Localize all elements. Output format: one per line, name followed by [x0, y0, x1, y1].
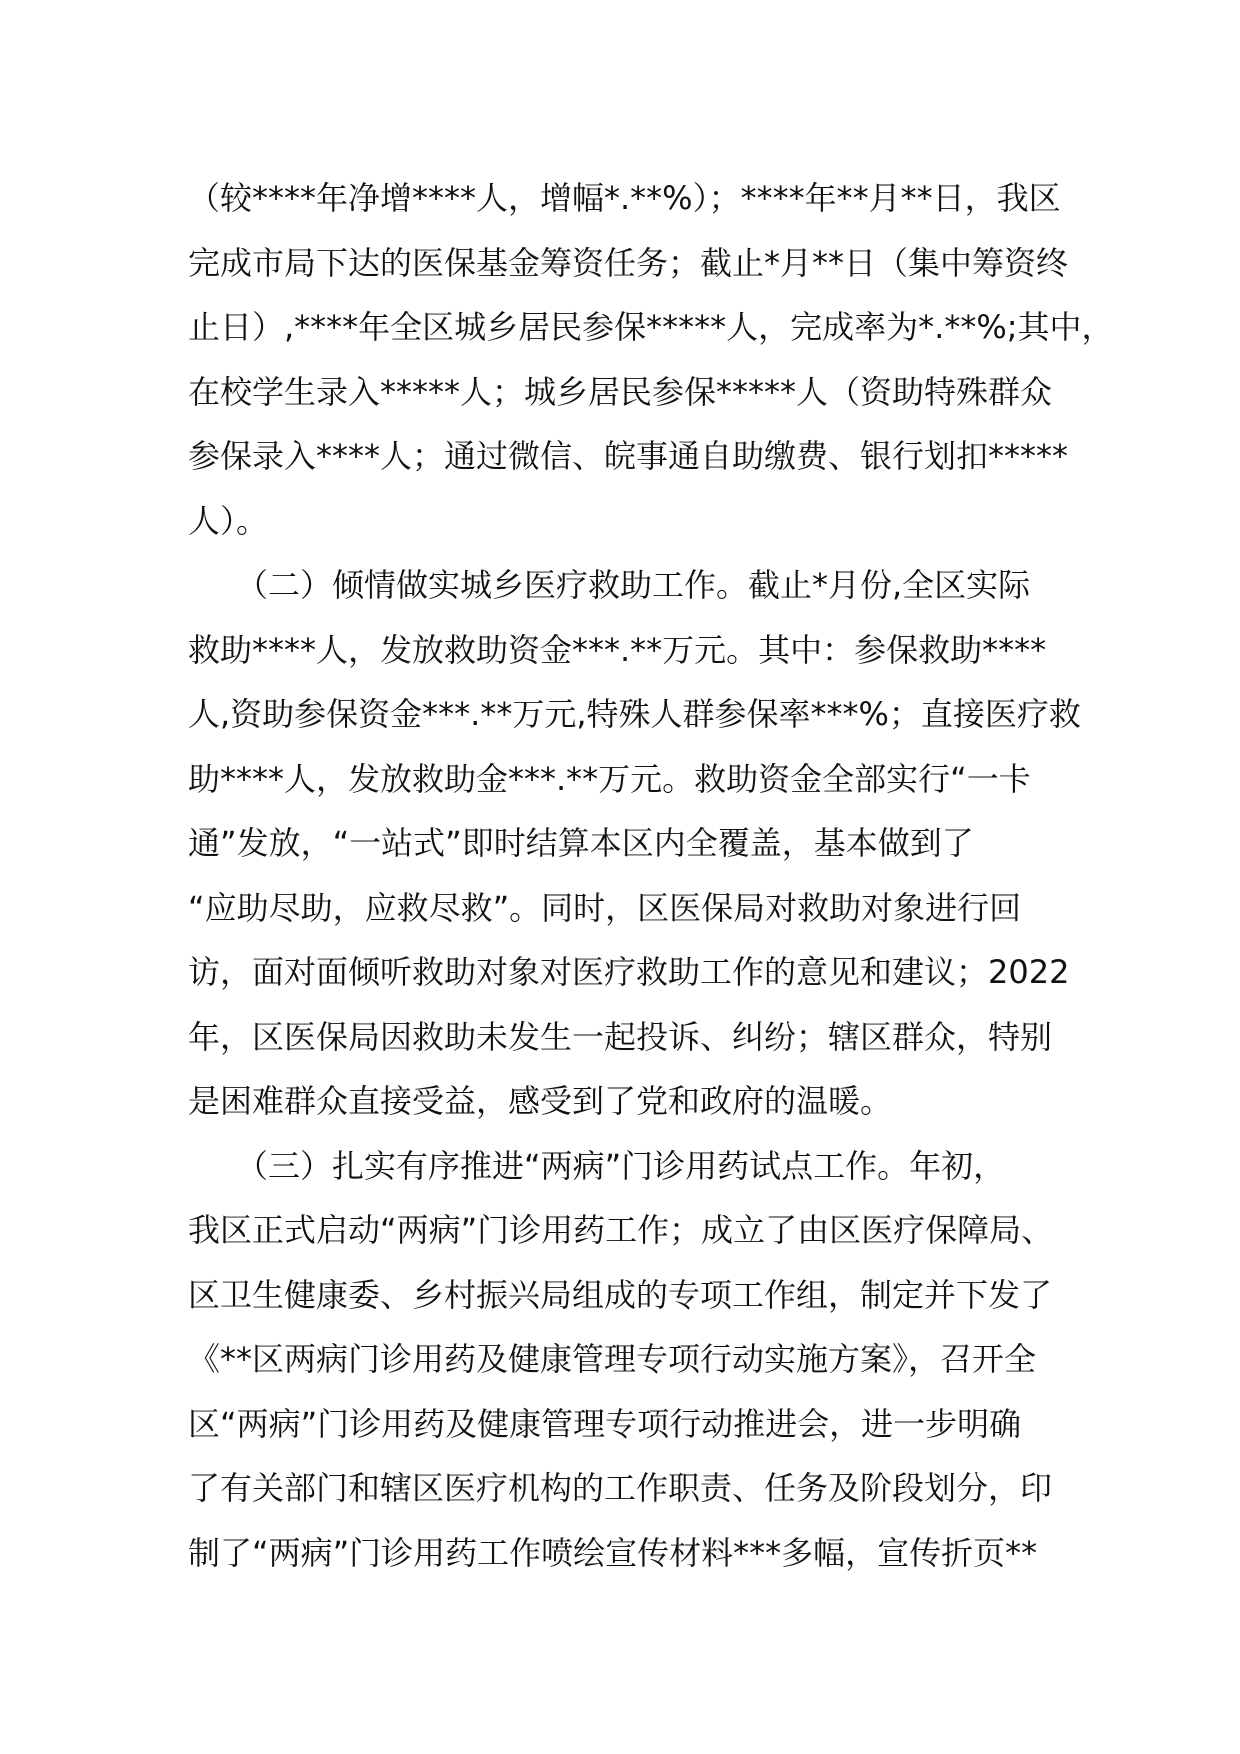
text-line-8: 救助****人，发放救助资金***.**万元。其中：参保救助**** [188, 630, 1047, 669]
text-line-10: 助****人，发放救助金***.**万元。救助资金全部实行“一卡 [188, 759, 1031, 798]
text-line-2: 完成市局下达的医保基金筹资任务；截止*月**日（集中筹资终 [188, 243, 1069, 282]
text-line-16: （三）扎实有序推进“两病”门诊用药试点工作。年初， [188, 1146, 1006, 1185]
text-line-11: 通”发放，“一站式”即时结算本区内全覆盖，基本做到了 [188, 824, 974, 862]
text-line-1: （较****年净增****人，增幅*.**%）；****年**月**日，我区 [188, 179, 1061, 217]
text-line-15: 是困难群众直接受益，感受到了党和政府的温暖。 [188, 1082, 893, 1120]
text-line-9: 人,资助参保资金***.**万元,特殊人群参保率***%；直接医疗救 [188, 695, 1081, 733]
text-line-14: 年，区医保局因救助未发生一起投诉、纠纷；辖区群众，特别 [188, 1017, 1053, 1056]
text-line-21: 了有关部门和辖区医疗机构的工作职责、任务及阶段划分，印 [188, 1469, 1053, 1507]
text-line-20: 区“两病”门诊用药及健康管理专项行动推进会，进一步明确 [188, 1404, 1022, 1443]
text-line-13: 访，面对面倾听救助对象对医疗救助工作的意见和建议；2022 [188, 953, 1070, 991]
text-line-7: （二）倾情做实城乡医疗救助工作。截止*月份,全区实际 [188, 566, 1031, 604]
text-line-3: 止日）,****年全区城乡居民参保*****人，完成率为*.**%;其中， [188, 308, 1114, 346]
text-line-17: 我区正式启动“两病”门诊用药工作；成立了由区医疗保障局、 [188, 1211, 1054, 1249]
text-line-19: 《**区两病门诊用药及健康管理专项行动实施方案》，召开全 [188, 1340, 1037, 1378]
text-line-18: 区卫生健康委、乡村振兴局组成的专项工作组，制定并下发了 [188, 1275, 1053, 1314]
text-line-6: 人）。 [188, 501, 269, 540]
text-line-4: 在校学生录入*****人；城乡居民参保*****人（资助特殊群众 [188, 372, 1053, 411]
text-line-22: 制了“两病”门诊用药工作喷绘宣传材料***多幅，宣传折页** [188, 1533, 1038, 1572]
body-text [188, 166, 1114, 1585]
text-line-5: 参保录入****人；通过微信、皖事通自助缴费、银行划扣***** [188, 437, 1069, 475]
text-line-12: “应助尽助，应救尽救”。同时，区医保局对救助对象进行回 [188, 888, 1022, 927]
